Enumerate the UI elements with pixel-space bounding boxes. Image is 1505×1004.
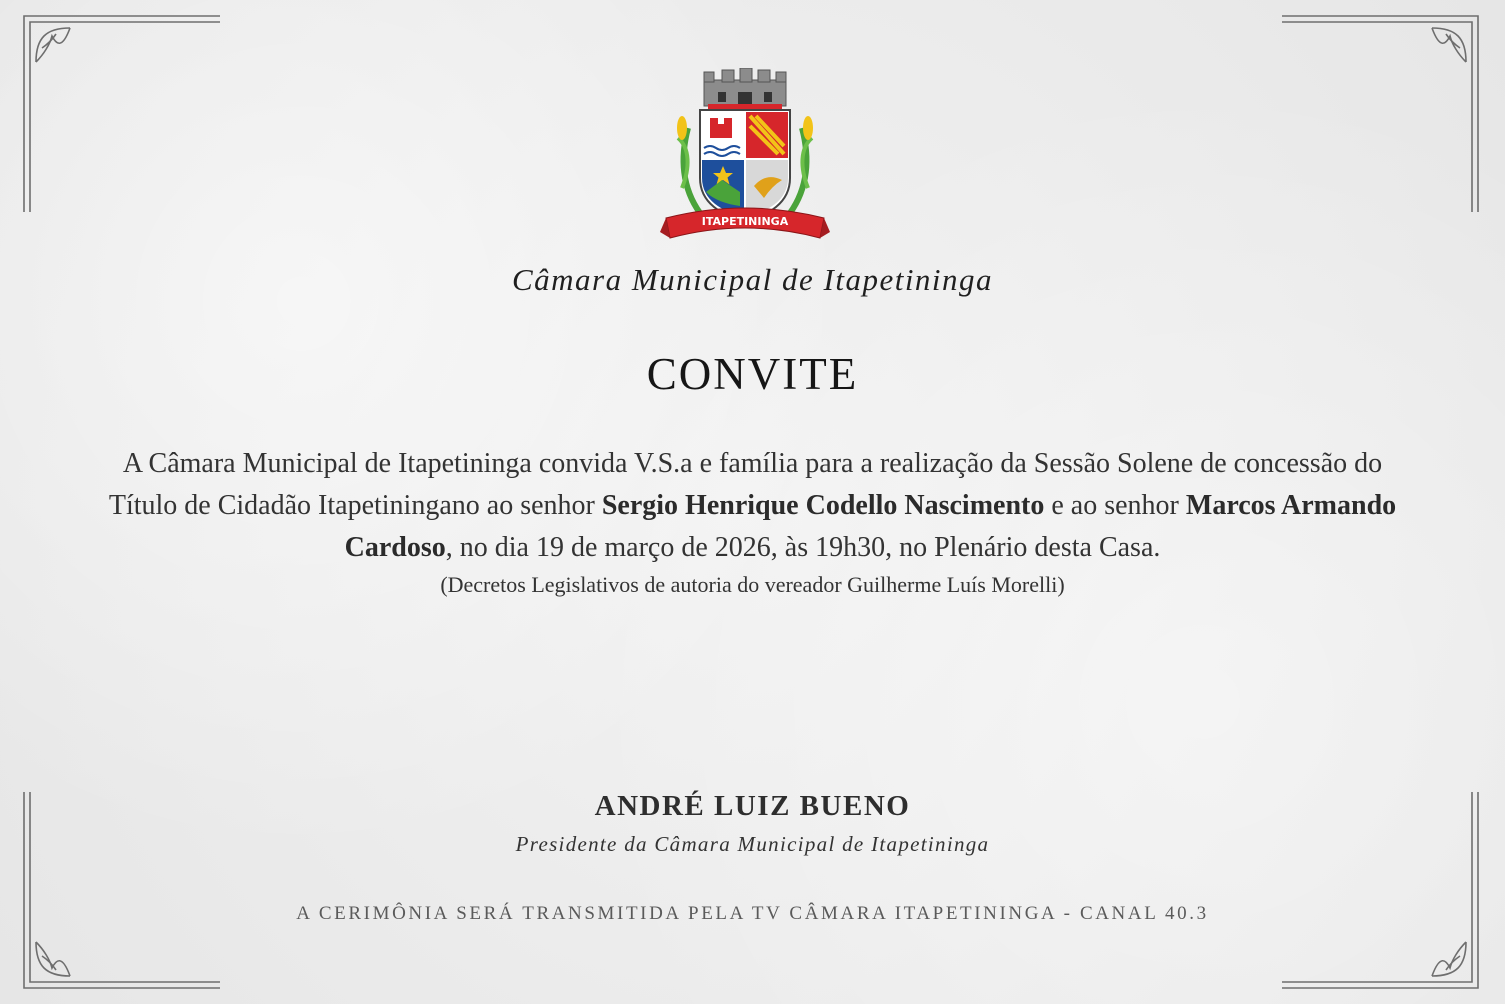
crest-banner-text: ITAPETININGA: [701, 215, 789, 228]
body-text-part-2: e ao senhor: [1044, 490, 1186, 521]
body-text-part-3: , no dia 19 de março de 2026, às 19h30, no Plenário desta Casa.: [445, 532, 1161, 563]
invitation-body: [95, 443, 1410, 569]
coat-of-arms-icon: [660, 68, 830, 248]
broadcast-notice: A CERIMÔNIA SERÁ TRANSMITIDA PELA TV CÂMARA ITAPETININGA - CANAL 40.3: [296, 903, 1209, 924]
honoree-name-2: Marcos Armando Cardoso: [344, 490, 1397, 563]
body-text-part-1: A Câmara Municipal de Itapetininga convida V.S.a e família para a realização da Sessão Solene de concessão do Título de Cidadão Itapetiningano ao senhor: [108, 448, 1383, 521]
organization-title: Câmara Municipal de Itapetininga: [511, 262, 994, 297]
honoree-name-1: Sergio Henrique Codello Nascimento: [601, 490, 1045, 521]
signer-role: Presidente da Câmara Municipal de Itapetininga: [515, 832, 990, 856]
signer-name: ANDRÉ LUIZ BUENO: [594, 790, 911, 822]
decree-note: (Decretos Legislativos de autoria do vereador Guilherme Luís Morelli): [440, 572, 1065, 597]
document-title: CONVITE: [646, 349, 859, 399]
corner-ornament-top-left: [22, 14, 222, 214]
corner-ornament-top-right: [1280, 14, 1480, 214]
